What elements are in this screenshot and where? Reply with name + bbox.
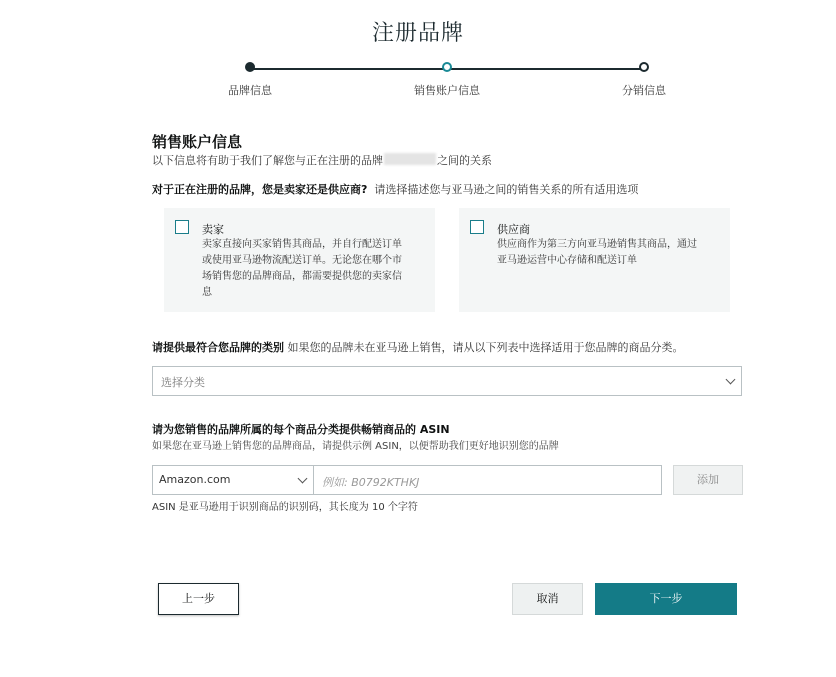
category-label-hint: 如果您的品牌未在亚马逊上销售，请从以下列表中选择适用于您品牌的商品分类。 bbox=[287, 341, 684, 354]
step-label-sales-account: 销售账户信息 bbox=[414, 84, 480, 97]
asin-input[interactable] bbox=[313, 465, 662, 495]
section-title: 销售账户信息 bbox=[152, 133, 243, 151]
progress-stepper bbox=[0, 0, 836, 110]
seller-option-card[interactable] bbox=[164, 208, 435, 312]
category-select-placeholder: 选择分类 bbox=[161, 376, 205, 389]
asin-help-text: ASIN 是亚马逊用于识别商品的识别码，其长度为 10 个字符 bbox=[152, 502, 418, 513]
vendor-description bbox=[497, 237, 697, 269]
asin-label: 请为您销售的品牌所属的每个商品分类提供畅销商品的 ASIN bbox=[152, 423, 450, 436]
vendor-desc-line: 亚马逊运营中心存储和配送订单 bbox=[497, 255, 637, 266]
role-question-bold: 对于正在注册的品牌，您是卖家还是供应商? bbox=[152, 183, 368, 196]
seller-desc-line: 卖家直接向买家销售其商品，并自行配送订单 bbox=[202, 239, 402, 250]
marketplace-value: Amazon.com bbox=[159, 473, 231, 486]
page-title: 注册品牌 bbox=[371, 21, 464, 46]
seller-desc-line: 息 bbox=[202, 287, 212, 298]
cancel-button[interactable]: 取消 bbox=[512, 583, 583, 615]
step-label-distribution: 分销信息 bbox=[622, 84, 666, 97]
category-select[interactable] bbox=[152, 366, 742, 396]
role-question bbox=[152, 181, 638, 197]
redacted-brand-name bbox=[384, 153, 436, 165]
step-dot-brand-info bbox=[245, 62, 255, 72]
marketplace-select[interactable] bbox=[152, 465, 314, 495]
seller-desc-line: 或使用亚马逊物流配送订单。无论您在哪个市 bbox=[202, 255, 402, 266]
seller-checkbox[interactable] bbox=[175, 220, 189, 234]
chevron-down-icon bbox=[298, 474, 308, 484]
step-label-brand-info: 品牌信息 bbox=[228, 84, 272, 97]
vendor-desc-line: 供应商作为第三方向亚马逊销售其商品，通过 bbox=[497, 239, 697, 250]
category-label-bold: 请提供最符合您品牌的类别 bbox=[152, 341, 284, 354]
next-button[interactable]: 下一步 bbox=[595, 583, 737, 615]
asin-sublabel: 如果您在亚马逊上销售您的品牌商品，请提供示例 ASIN，以便帮助我们更好地识别您的品牌 bbox=[152, 441, 559, 452]
add-asin-button[interactable]: 添加 bbox=[673, 465, 743, 495]
asin-input-placeholder: 例如: B0792KTHKJ bbox=[322, 476, 420, 489]
vendor-checkbox[interactable] bbox=[470, 220, 484, 234]
category-label bbox=[152, 339, 684, 355]
seller-title: 卖家 bbox=[202, 223, 224, 236]
step-dot-sales-account bbox=[442, 62, 452, 72]
role-question-hint: 请选择描述您与亚马逊之间的销售关系的所有适用选项 bbox=[374, 183, 639, 196]
chevron-down-icon bbox=[726, 375, 736, 385]
section-desc-before: 以下信息将有助于我们了解您与正在注册的品牌 bbox=[152, 154, 383, 167]
seller-desc-line: 场销售您的品牌商品，都需要提供您的卖家信 bbox=[202, 271, 402, 282]
step-dot-distribution bbox=[639, 62, 649, 72]
section-description bbox=[152, 152, 492, 168]
seller-description bbox=[202, 237, 402, 301]
vendor-option-card[interactable] bbox=[459, 208, 730, 312]
section-desc-after: 之间的关系 bbox=[437, 154, 492, 167]
previous-button[interactable]: 上一步 bbox=[158, 583, 239, 615]
vendor-title: 供应商 bbox=[497, 223, 530, 236]
